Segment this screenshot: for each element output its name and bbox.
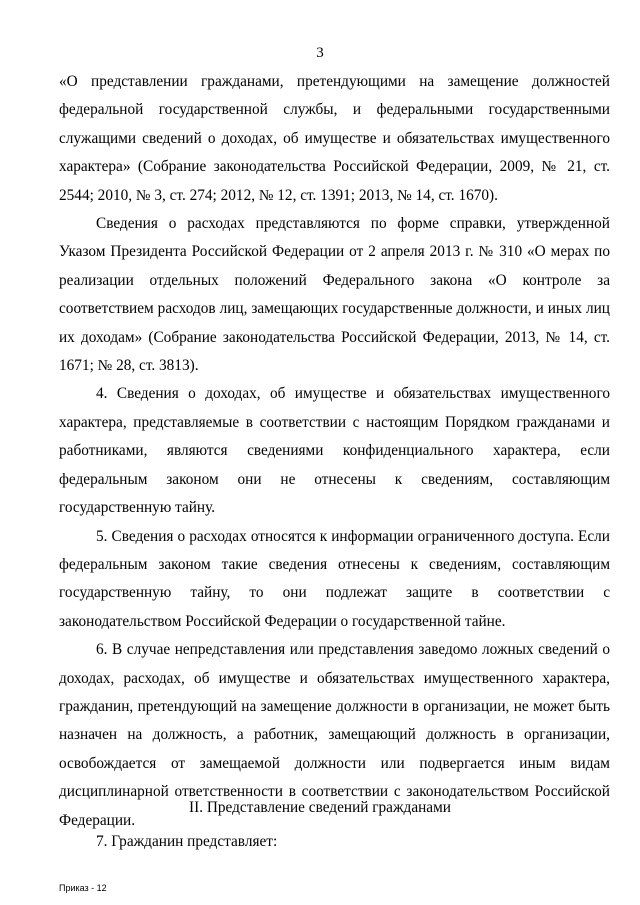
paragraph-item-6: 6. В случае непредставления или представления заведомо ложных сведений о доходах, расходах, об имуществе и обязательствах имущественного характера, гражданин, претендующий на замещение должности в организации, не может быть назначен на должность, а работник, замещающий должность в организации, освобождается от замещаемой должности или подвергается иным видам дисциплинарной ответственности в соответствии с законодательством Российской Федерации. xyxy=(59,641,610,829)
paragraph-item-7: 7. Гражданин представляет: xyxy=(96,833,278,850)
paragraph-expenses-form: Сведения о расходах представляются по форме справки, утвержденной Указом Президента Российской Федерации от 2 апреля 2013 г. № 310 «О мерах по реализации отдельных положений Федерального закона «О контроле за соответствием расходов лиц, замещающих государственные должности, и иных лиц их доходам» (Собрание законодательства Российской Федерации, 2013, № 14, ст. 1671; № 28, ст. 3813). xyxy=(59,215,610,375)
page-number: 3 xyxy=(316,45,324,61)
paragraph-decree-reference: «О представлении гражданами, претендующими на замещение должностей федеральной государственной службы, и федеральными государственными служащими сведений о доходах, об имуществе и обязательствах имущественного характера» (Собрание законодательства Российской Федерации, 2009, № 21, ст. 2544; 2010, № 3, ст. 274; 2012, № 12, ст. 1391; 2013, № 14, ст. 1670). xyxy=(59,73,610,204)
continuation-paragraph xyxy=(59,68,610,835)
section-heading: II. Представление сведений гражданами xyxy=(189,799,451,816)
paragraph-item-5: 5. Сведения о расходах относятся к информации ограниченного доступа. Если федеральным законом такие сведения отнесены к сведениям, составляющим государственную тайну, то они подлежат защите в соответствии с законодательством Российской Федерации о государственной тайне. xyxy=(59,527,610,630)
paragraph-item-4: 4. Сведения о доходах, об имуществе и обязательствах имущественного характера, представляемые в соответствии с настоящим Порядком гражданами и работниками, являются сведениями конфиденциального характера, если федеральным законом они не отнесены к сведениям, составляющим государственную тайну. xyxy=(59,385,610,517)
footer-label: Приказ - 12 xyxy=(59,883,107,893)
